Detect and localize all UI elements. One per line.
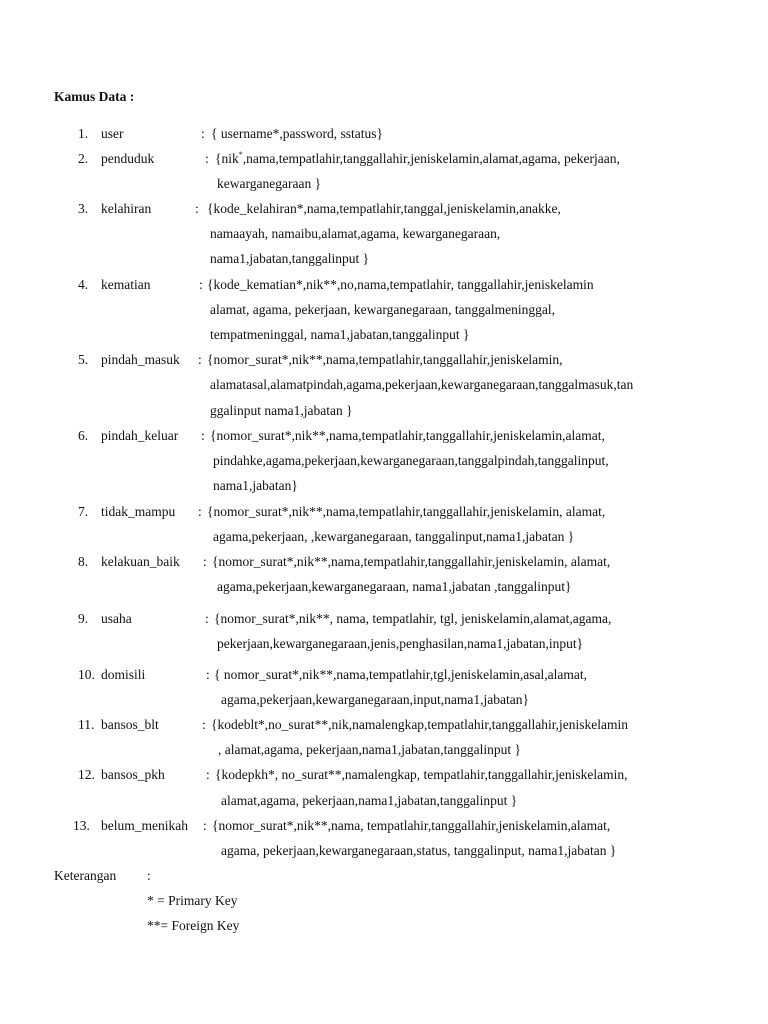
entry-fields-line: { nomor_surat*,nik**,nama,tempatlahir,tgl,jeniskelamin,asal,alamat, xyxy=(214,667,587,682)
entry-fields-line: {nomor_surat*,nik**,nama, tempatlahir,tanggallahir,jeniskelamin,alamat, xyxy=(212,818,611,833)
entry-fields-line: {nomor_surat*,nik**, nama, tempatlahir, tgl, jeniskelamin,alamat,agama, xyxy=(214,611,612,626)
entry-name: bansos_blt xyxy=(101,717,159,732)
entry-name: tidak_mampu xyxy=(101,504,176,519)
entry-fields-line: {kode_kematian*,nik**,no,nama,tempatlahir, tanggallahir,jeniskelamin xyxy=(207,277,594,292)
entry-fields-line: pekerjaan,kewarganegaraan,jenis,penghasilan,nama1,jabatan,input} xyxy=(217,636,584,651)
legend-foreign-key: **= Foreign Key xyxy=(147,918,240,933)
entry-number: 10. xyxy=(78,667,95,682)
entry-fields-line: kewarganegaraan } xyxy=(217,176,322,191)
entry-colon: : xyxy=(201,126,205,141)
entry-fields-line: {kodeblt*,no_surat**,nik,namalengkap,tempatlahir,tanggallahir,jeniskelamin xyxy=(211,717,629,732)
entry-colon: : xyxy=(206,667,210,682)
entry-fields-line: ggalinput nama1,jabatan } xyxy=(210,403,353,418)
entry-fields-text: ,nama,tempatlahir,tanggallahir,jeniskelamin,alamat,agama, pekerjaan, xyxy=(242,151,620,166)
entry-name: usaha xyxy=(101,611,132,626)
entry-name: domisili xyxy=(101,667,146,682)
entry-fields-line: pindahke,agama,pekerjaan,kewarganegaraan,tanggalpindah,tanggalinput, xyxy=(213,453,609,468)
entry-fields-line: agama, pekerjaan,kewarganegaraan,status, tanggalinput, nama1,jabatan } xyxy=(221,843,617,858)
entry-fields-line: {nomor_surat*,nik**,nama,tempatlahir,tanggallahir,jeniskelamin, alamat, xyxy=(212,554,611,569)
entry-name: pindah_masuk xyxy=(101,352,180,367)
entry-fields-line: {nomor_surat*,nik**,nama,tempatlahir,tanggallahir,jeniskelamin, xyxy=(207,352,563,367)
entry-colon: : xyxy=(202,717,206,732)
entry-number: 5. xyxy=(78,352,89,367)
entry-colon: : xyxy=(198,504,202,519)
entry-name: penduduk xyxy=(101,151,155,166)
entry-fields-line: alamat,agama, pekerjaan,nama1,jabatan,tanggalinput } xyxy=(221,793,518,808)
entry-fields-line: {kodepkh*, no_surat**,namalengkap, tempatlahir,tanggallahir,jeniskelamin, xyxy=(215,767,628,782)
entry-number: 2. xyxy=(78,151,89,166)
entry-name: kematian xyxy=(101,277,151,292)
entry-fields-line: {kode_kelahiran*,nama,tempatlahir,tanggal,jeniskelamin,anakke, xyxy=(207,201,561,216)
entry-fields-line: { username*,password, sstatus} xyxy=(211,126,383,141)
entry-fields-line: {nomor_surat*,nik**,nama,tempatlahir,tanggallahir,jeniskelamin,alamat, xyxy=(210,428,605,443)
entry-colon: : xyxy=(198,352,202,367)
entry-colon: : xyxy=(203,554,207,569)
entry-fields-line: agama,pekerjaan,kewarganegaraan,input,nama1,jabatan} xyxy=(221,692,529,707)
legend-colon: : xyxy=(147,868,151,883)
entry-colon: : xyxy=(201,428,205,443)
entry-colon: : xyxy=(199,277,203,292)
entry-fields-line: alamatasal,alamatpindah,agama,pekerjaan,kewarganegaraan,tanggalmasuk,tan xyxy=(210,377,634,392)
entry-fields-line: nama1,jabatan,tanggalinput } xyxy=(210,251,370,266)
entry-fields-line xyxy=(215,152,620,166)
entry-name: bansos_pkh xyxy=(101,767,165,782)
entry-colon: : xyxy=(205,151,209,166)
entry-fields-line: nama1,jabatan} xyxy=(213,478,298,493)
legend-primary-key: * = Primary Key xyxy=(147,893,238,908)
entry-name: belum_menikah xyxy=(101,818,188,833)
entry-number: 8. xyxy=(78,554,89,569)
entry-number: 9. xyxy=(78,611,89,626)
entry-colon: : xyxy=(205,611,209,626)
entry-number: 13. xyxy=(73,818,90,833)
entry-fields-text: {nik xyxy=(215,151,239,166)
entry-name: user xyxy=(101,126,124,141)
legend-label: Keterangan xyxy=(54,868,117,883)
entry-number: 6. xyxy=(78,428,89,443)
entry-fields-line: {nomor_surat*,nik**,nama,tempatlahir,tanggallahir,jeniskelamin, alamat, xyxy=(207,504,606,519)
entry-number: 7. xyxy=(78,504,89,519)
entry-colon: : xyxy=(206,767,210,782)
entry-number: 12. xyxy=(78,767,95,782)
entry-name: kelahiran xyxy=(101,201,152,216)
entry-fields-line: namaayah, namaibu,alamat,agama, kewarganegaraan, xyxy=(210,226,501,241)
entry-number: 1. xyxy=(78,126,89,141)
document-title: Kamus Data : xyxy=(54,89,135,104)
entry-fields-line: alamat, agama, pekerjaan, kewarganegaraan, tanggalmeninggal, xyxy=(210,302,555,317)
entry-name: kelakuan_baik xyxy=(101,554,180,569)
entry-number: 11. xyxy=(78,717,95,732)
primary-key-marker: * xyxy=(238,150,243,159)
entry-number: 4. xyxy=(78,277,89,292)
entry-fields-line: agama,pekerjaan, ,kewarganegaraan, tanggalinput,nama1,jabatan } xyxy=(213,529,575,544)
entry-fields-line: tempatmeninggal, nama1,jabatan,tanggalinput } xyxy=(210,327,470,342)
entry-colon: : xyxy=(195,201,199,216)
entry-number: 3. xyxy=(78,201,89,216)
entry-name: pindah_keluar xyxy=(101,428,179,443)
entry-fields-line: , alamat,agama, pekerjaan,nama1,jabatan,tanggalinput } xyxy=(218,742,521,757)
entry-fields-line: agama,pekerjaan,kewarganegaraan, nama1,jabatan ,tanggalinput} xyxy=(217,579,572,594)
entry-colon: : xyxy=(203,818,207,833)
